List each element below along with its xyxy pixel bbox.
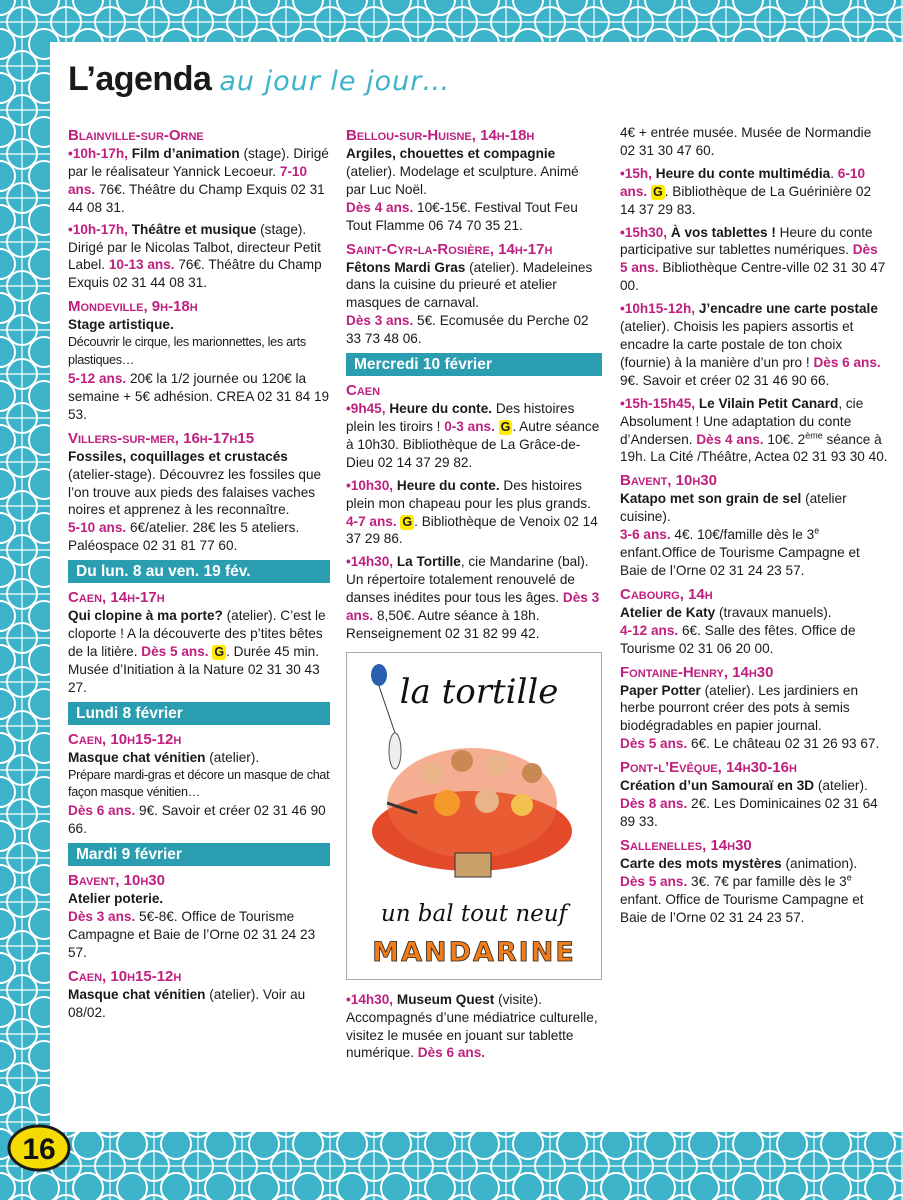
date-banner: Du lun. 8 au ven. 19 fév. [68,560,330,583]
date-banner: Mercredi 10 février [346,353,602,376]
continued-text: 4€ + entrée musée. Musée de Normandie 02 31 30 47 60. [620,125,872,158]
place-heading: Bavent, 10h30 [68,872,165,890]
listing-bellou: Bellou-sur-Huisne, 14h-18h Argiles, chouettes et compagnie (atelier). Modelage et sculpture. Animé par Luc Noël. Dès 4 ans. 10€-15€. Festival Tout Feu Tout Flamme 06 74 70 35 21. [346,126,602,235]
listing-cabourg: Cabourg, 14h Atelier de Katy (travaux manuels). 4-12 ans. 6€. Salle des fêtes. Office de Tourisme 02 31 06 20 00. [620,585,888,658]
listing-bavent-poterie: Bavent, 10h30 Atelier poterie. Dès 3 ans. 5€-8€. Office de Tourisme Campagne et Baie de l’Orne 02 31 24 23 57. [68,871,330,962]
place-heading: Blainville-sur-Orne [68,127,204,144]
listing-saint-cyr: Saint-Cyr-la-Rosière, 14h-17h Fêtons Mardi Gras (atelier). Madeleines dans la cuisine du prieuré et atelier masques de carnaval. Dès 3 ans. 5€. Ecomusée du Perche 02 33 73 48 06. [346,240,602,349]
free-badge: G [500,419,511,434]
illustration-brand: MANDARINE [372,936,576,968]
column-1 [68,124,330,1027]
page-title: L’agenda [68,60,212,98]
event: •15h30, À vos tablettes ! Heure du conte participative sur tablettes numériques. Dès 5 ans. Bibliothèque Centre-ville 02 31 30 47 00. [620,224,886,294]
listing-caen-masque: Caen, 10h15-12h Masque chat vénitien (atelier). Prépare mardi-gras et décore un masque de chat façon masque vénitien… Dès 6 ans. 9€. Savoir et créer 02 31 46 90 66. [68,730,330,837]
listing-caen-masque-2: Caen, 10h15-12h Masque chat vénitien (atelier). Voir au 08/02. [68,967,330,1022]
free-badge: G [402,514,413,529]
listing-bavent-katapo: Bavent, 10h30 Katapo met son grain de sel (atelier cuisine). 3-6 ans. 4€. 10€/famille dès le 3e enfant.Office de Tourisme Campagne et Baie de l’Orne 02 31 24 23 57. [620,471,888,580]
listing-blainville [68,126,330,292]
place-heading: Bellou-sur-Huisne, 14h-18h [346,127,535,144]
free-badge: G [214,644,225,659]
place-heading: Caen, 14h-17h [68,589,165,607]
place-heading: Fontaine-Henry, 14h30 [620,663,774,681]
place-heading: Bavent, 10h30 [620,472,717,490]
listing-sallenelles: Sallenelles, 14h30 Carte des mots mystères (animation). Dès 5 ans. 3€. 7€ par famille dès le 3e enfant. Office de Tourisme Campagne et Baie de l’Orne 02 31 24 23 57. [620,836,888,927]
la-tortille-illustration [346,652,602,980]
illustration-bottom-text: un bal tout neuf [380,900,568,927]
column-2 [346,124,602,1067]
date-banner: Lundi 8 février [68,702,330,725]
event: •10h-17h, Théâtre et musique (stage). Dirigé par le Nicolas Talbot, directeur Petit Label. 10-13 ans. 76€. Théâtre du Champ Exquis 02 31 44 08 31. [68,221,322,291]
place-heading: Sallenelles, 14h30 [620,836,752,854]
place-heading: Mondeville, 9h-18h [68,298,198,316]
listing-fontaine-henry: Fontaine-Henry, 14h30 Paper Potter (atelier). Les jardiniers en herbe pourront créer des pots à semis biodégradables en papier journal. Dès 5 ans. 6€. Le château 02 31 26 93 67. [620,663,888,754]
page-subtitle: au jour le jour… [219,66,451,97]
date-banner: Mardi 9 février [68,843,330,866]
listing-pont-leveque: Pont-l’Evêque, 14h30-16h Création d’un Samouraï en 3D (atelier). Dès 8 ans. 2€. Les Dominicaines 02 31 64 89 33. [620,758,888,831]
column-3 [620,124,888,932]
place-heading: Caen, 10h15-12h [68,730,182,748]
place-heading: Pont-l’Evêque, 14h30-16h [620,759,797,777]
event: •9h45, Heure du conte. Des histoires plein les tiroirs ! 0-3 ans. G . Autre séance à 10h30. Bibliothèque de La Grâce-de-Dieu 02 14 37 29 82. [346,401,600,470]
place-heading: Saint-Cyr-la-Rosière, 14h-17h [346,240,553,258]
header [68,60,450,99]
page-number-badge [6,1122,72,1174]
listing-villers: Villers-sur-mer, 16h-17h15 Fossiles, coquillages et crustacés (atelier-stage). Découvrez les fossiles que l’on trouve aux pieds des falaises vaches noires et apprenez à les reconnaître. 5-10 ans. 6€/atelier. 28€ les 5 ateliers. Paléospace 02 31 81 77 60. [68,429,330,555]
place-heading: Caen, 10h15-12h [68,967,182,985]
place-heading: Cabourg, 14h [620,585,713,603]
event: •14h30, Museum Quest (visite). Accompagnés d’une médiatrice culturelle, visitez le musée en jouant sur tablette numérique. Dès 6 ans. [346,991,598,1061]
page-content [50,42,903,1132]
listing-caen-cloporte: Caen, 14h-17h Qui clopine à ma porte? (atelier). C’est le cloporte ! A la découverte des p’tites bêtes de la litière. Dès 5 ans. G . Durée 45 min. Musée d’Initiation à la Nature 02 31 30 43 27. [68,588,330,697]
event: •10h-17h, Film d’animation (stage). Dirigé par le réalisateur Yannick Lecoeur. 7-10 ans. 76€. Théâtre du Champ Exquis 02 31 44 08 31. [68,146,329,215]
illustration-top-text: la tortille [399,671,559,712]
event: •10h15-12h, J’encadre une carte postale (atelier). Choisis les papiers assortis et encadre la carte postale de ton choix (fournie) à la manière d’un pro ! Dès 6 ans. 9€. Savoir et créer 02 31 46 90 66. [620,301,881,388]
listing-mondeville: Mondeville, 9h-18h Stage artistique. Découvrir le cirque, les marionnettes, les arts plastiques… 5-12 ans. 20€ la 1/2 journée ou 120€ la semaine + 5€ adhésion. CREA 02 31 84 19 53. [68,298,330,422]
free-badge: G [652,184,663,199]
event: •10h30, Heure du conte. Des histoires plein mon chapeau pour les plus grands. 4-7 ans. G . Bibliothèque de Venoix 02 14 37 29 86. [346,477,598,547]
event: •15h, Heure du conte multimédia. 6-10 ans. G . Bibliothèque de La Guérinière 02 14 37 29 83. [620,165,872,217]
page-number: 16 [22,1133,56,1166]
place-heading: Caen [346,382,381,400]
event: •15h-15h45, Le Vilain Petit Canard, cie Absolument ! Une adaptation du conte d’Andersen. Dès 4 ans. 10€. 2ème séance à 19h. La Cité /Théâtre, Actea 02 31 93 30 40. [620,395,888,465]
place-heading: Villers-sur-mer, 16h-17h15 [68,429,255,447]
event: •14h30, La Tortille, cie Mandarine (bal). Un répertoire totalement renouvelé de danses inédites pour tous les âges. Dès 3 ans. 8,50€. Autre séance à 18h. Renseignement 02 31 82 99 42. [346,554,600,641]
